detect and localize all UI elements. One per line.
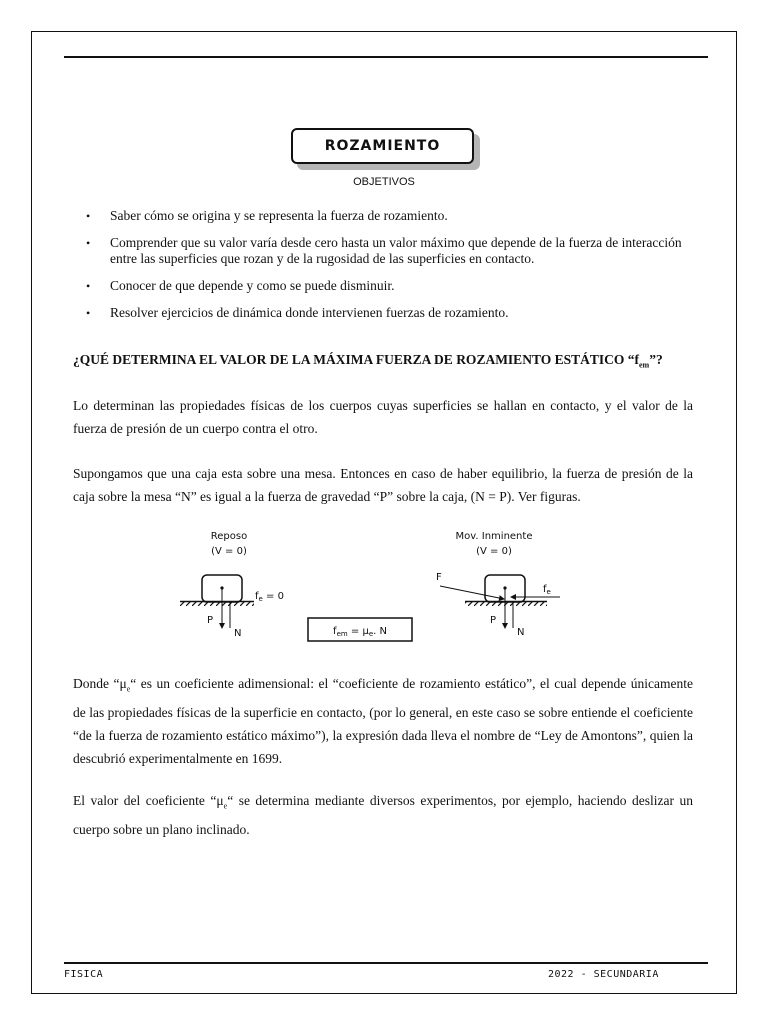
paragraph-4 bbox=[73, 789, 693, 841]
objective-item: • Conocer de que depende y como se puede disminuir. bbox=[86, 278, 686, 294]
footer-subject: FISICA bbox=[64, 969, 104, 980]
paragraph-2: Supongamos que una caja esta sobre una mesa. Entonces en caso de haber equilibrio, la fuerza de presión de la caja sobre la mesa “N” es igual a la fuerza de gravedad “P” sobre la caja, (N = P). Ver figuras. bbox=[73, 466, 693, 504]
objective-item: • Saber cómo se origina y se representa la fuerza de rozamiento. bbox=[86, 208, 686, 224]
bottom-rule bbox=[64, 962, 708, 964]
question-text: ¿QUÉ DETERMINA EL VALOR DE LA MÁXIMA FUERZA DE ROZAMIENTO ESTÁTICO “ bbox=[73, 352, 635, 367]
question-symbol: f bbox=[634, 352, 639, 367]
left-normal-label: N bbox=[234, 628, 242, 639]
p4-start: El valor del coeficiente “μ bbox=[73, 793, 224, 808]
question-symbol-sub: em bbox=[638, 360, 650, 370]
right-friction-label: $f_e$ bbox=[543, 584, 551, 596]
left-velocity: (V = 0) bbox=[211, 546, 247, 557]
question-end: ”? bbox=[649, 352, 663, 367]
right-weight-label: P bbox=[490, 615, 497, 626]
p3-start: Donde “μ bbox=[73, 676, 127, 691]
right-title: Mov. Inminente bbox=[455, 531, 533, 542]
formula-text: $f_{em} = \mu_e$. N bbox=[333, 626, 387, 638]
left-title: Reposo bbox=[210, 531, 248, 542]
left-friction-label: $f_e = 0$ bbox=[255, 591, 284, 603]
paragraph-1: Lo determinan las propiedades físicas de los cuerpos cuyas superficies se hallan en contacto, y el valor de la fuerza de presión de un cuerpo contra el otro. bbox=[73, 398, 693, 436]
right-force-label: F bbox=[436, 572, 442, 583]
paragraph-3 bbox=[73, 672, 693, 770]
objectives-list bbox=[86, 208, 686, 332]
objectives-heading: OBJETIVOS bbox=[353, 176, 415, 188]
objective-item: • Comprender que su valor varía desde cero hasta un valor máximo que depende de la fuerza de interacción entre las superficies que rozan y de la rugosidad de las superficies en contacto. bbox=[86, 235, 686, 267]
top-rule bbox=[64, 56, 708, 58]
p4-rest: “ se determina mediante diversos experimentos, por ejemplo, haciendo deslizar un cuerpo sobre un plano inclinado. bbox=[73, 793, 693, 837]
section-question bbox=[73, 349, 693, 377]
friction-diagram bbox=[0, 520, 768, 650]
footer-year-level: 2022 - SECUNDARIA bbox=[548, 969, 659, 980]
p3-rest: “ es un coeficiente adimensional: el “coeficiente de rozamiento estático”, el cual depende únicamente de las propiedades físicas de la superficie en contacto, (por lo general, en este caso se sobre entiende el coeficiente “de la fuerza de rozamiento estático máximo”), la expresión dada lleva el nombre de “Ley de Amontons”, quien la descubrió experimentalmente en 1699. bbox=[73, 676, 693, 766]
right-normal-label: N bbox=[517, 627, 525, 638]
page-title: ROZAMIENTO bbox=[291, 128, 474, 164]
p3-sub: e bbox=[126, 684, 131, 694]
objective-item: • Resolver ejercicios de dinámica donde intervienen fuerzas de rozamiento. bbox=[86, 305, 686, 321]
left-weight-label: P bbox=[207, 615, 214, 626]
right-velocity: (V = 0) bbox=[476, 546, 512, 557]
p4-sub: e bbox=[223, 801, 228, 811]
